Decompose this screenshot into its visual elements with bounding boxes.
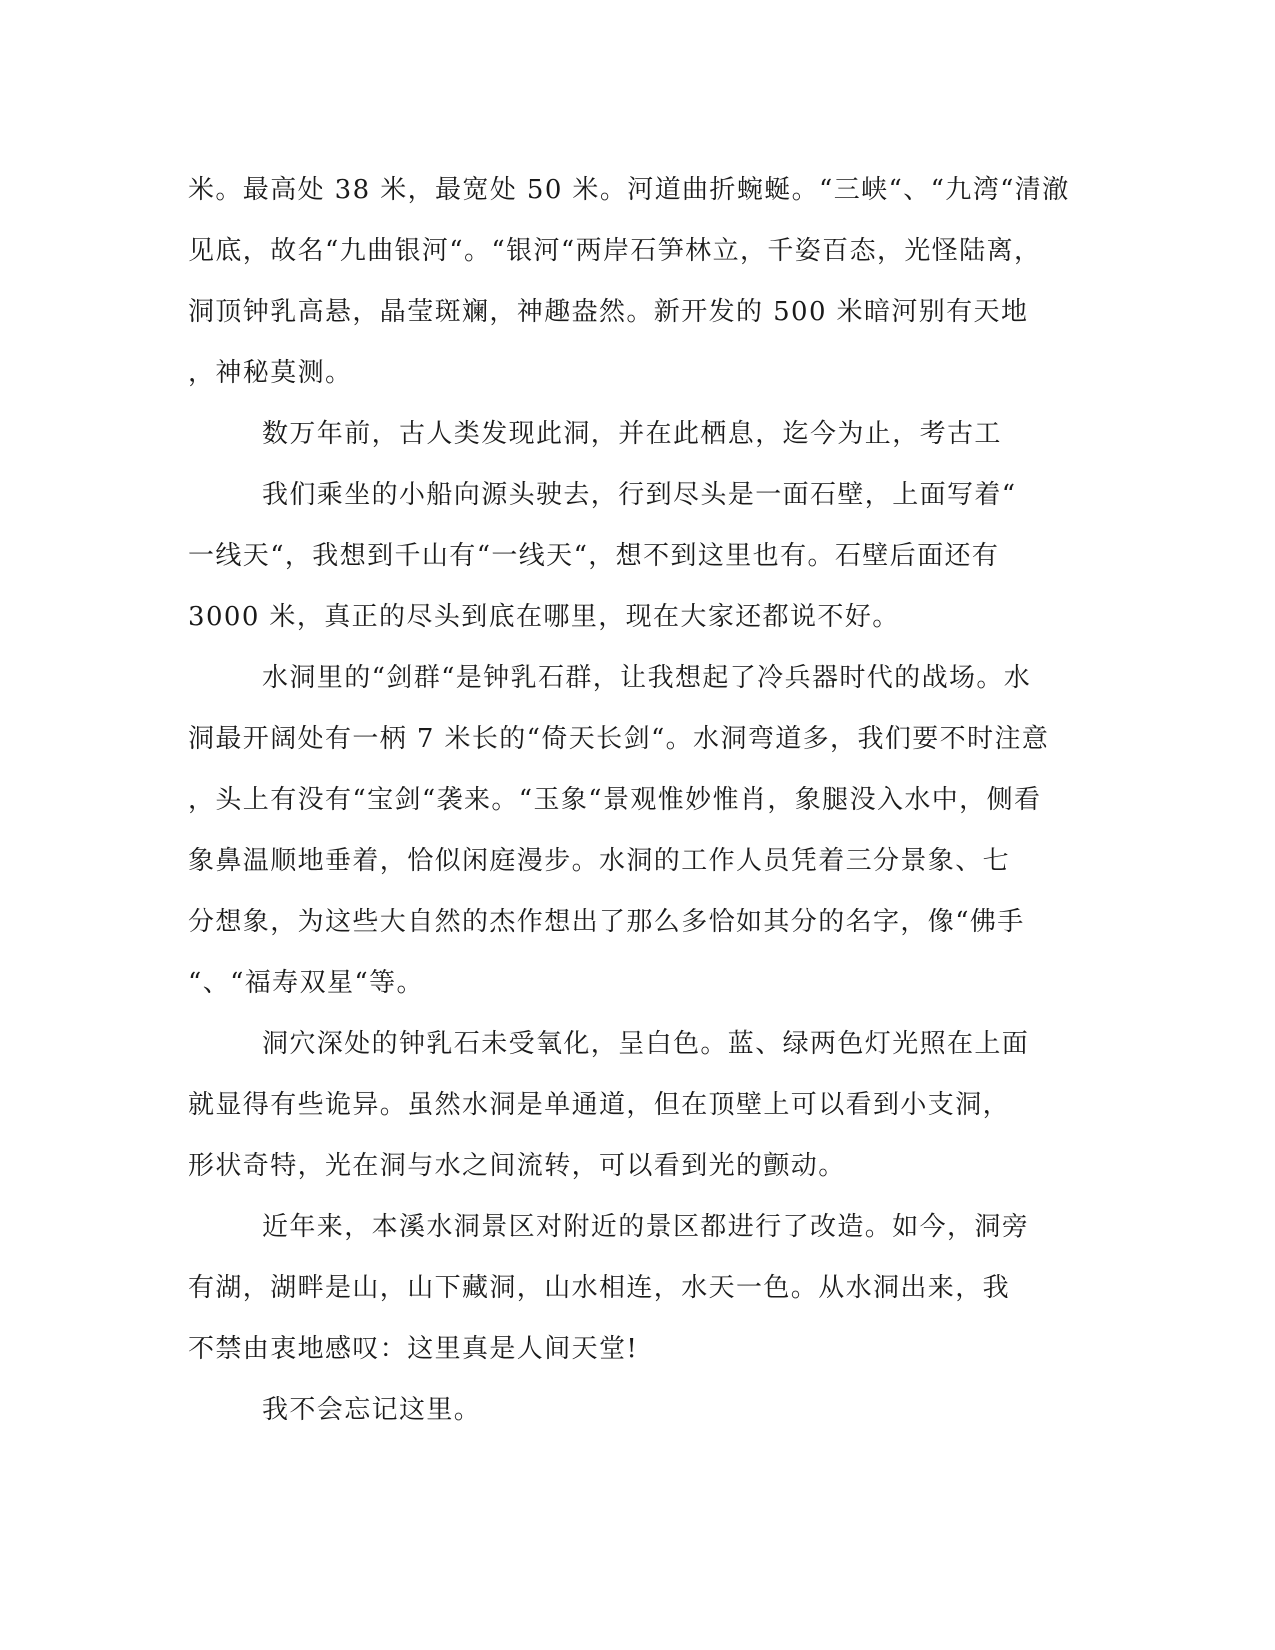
paragraph-1-line-2: 见底，故名“九曲银河“。“银河“两岸石笋林立，千姿百态，光怪陆离， xyxy=(188,236,1042,266)
paragraph-2-line-1: 数万年前，古人类发现此洞，并在此栖息，迄今为止，考古工 xyxy=(262,419,1002,449)
paragraph-3-line-2: 一线天“，我想到千山有“一线天“，想不到这里也有。石壁后面还有 xyxy=(188,541,1000,571)
paragraph-1-line-1: 米。最高处 38 米，最宽处 50 米。河道曲折蜿蜒。“三峡“、“九湾“清澈 xyxy=(188,175,1070,205)
paragraph-4-line-6: “、“福寿双星“等。 xyxy=(188,968,424,998)
document-body xyxy=(188,160,1088,1441)
paragraph-3-line-3: 3000 米，真正的尽头到底在哪里，现在大家还都说不好。 xyxy=(188,602,900,632)
paragraph-3-line-1: 我们乘坐的小船向源头驶去，行到尽头是一面石壁，上面写着“ xyxy=(262,480,1017,510)
paragraph-5-line-2: 就显得有些诡异。虽然水洞是单通道，但在顶壁上可以看到小支洞， xyxy=(188,1090,1011,1120)
paragraph-1-line-4: ，神秘莫测。 xyxy=(188,358,353,388)
paragraph-5-line-3: 形状奇特，光在洞与水之间流转，可以看到光的颤动。 xyxy=(188,1151,846,1181)
paragraph-7-line-1: 我不会忘记这里。 xyxy=(262,1395,482,1425)
paragraph-4-line-4: 象鼻温顺地垂着，恰似闲庭漫步。水洞的工作人员凭着三分景象、七 xyxy=(188,846,1011,876)
paragraph-1-line-3: 洞顶钟乳高悬，晶莹斑斓，神趣盎然。新开发的 500 米暗河别有天地 xyxy=(188,297,1029,327)
paragraph-6-line-1: 近年来，本溪水洞景区对附近的景区都进行了改造。如今，洞旁 xyxy=(262,1212,1030,1242)
paragraph-4-line-1: 水洞里的“剑群“是钟乳石群，让我想起了冷兵器时代的战场。水 xyxy=(262,663,1032,693)
paragraph-5-line-1: 洞穴深处的钟乳石未受氧化，呈白色。蓝、绿两色灯光照在上面 xyxy=(262,1029,1030,1059)
paragraph-6-line-3: 不禁由衷地感叹：这里真是人间天堂! xyxy=(188,1334,639,1364)
paragraph-4-line-3: ，头上有没有“宝剑“袭来。“玉象“景观惟妙惟肖，象腿没入水中，侧看 xyxy=(188,785,1042,815)
paragraph-4-line-5: 分想象，为这些大自然的杰作想出了那么多恰如其分的名字，像“佛手 xyxy=(188,907,1025,937)
paragraph-4-line-2: 洞最开阔处有一柄 7 米长的“倚天长剑“。水洞弯道多，我们要不时注意 xyxy=(188,724,1050,754)
paragraph-6-line-2: 有湖，湖畔是山，山下藏洞，山水相连，水天一色。从水洞出来，我 xyxy=(188,1273,1011,1303)
